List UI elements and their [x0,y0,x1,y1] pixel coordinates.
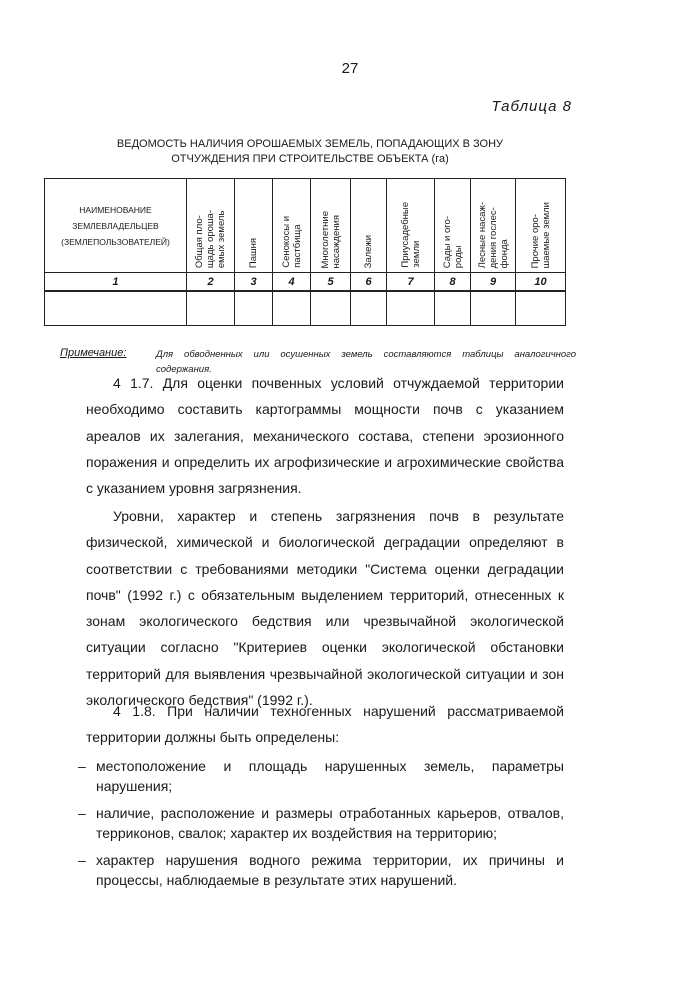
column-number: 1 [45,273,187,292]
header-line: Сенокосы и [280,216,292,268]
paragraph-4-1-8: 4 1.8. При наличии техногенных нарушений рассматриваемой территории должны быть определены: [86,703,564,746]
column-number: 2 [187,273,235,292]
header-household [387,179,435,273]
empty-data-row [45,291,566,326]
header-hayfields [273,179,311,273]
column-number: 5 [311,273,351,292]
table-cell [387,291,435,326]
column-number: 7 [387,273,435,292]
table-cell [187,291,235,326]
header-landowners [45,179,187,273]
header-line: роды [452,245,464,268]
header-other [516,179,566,273]
table-cell [471,291,516,326]
header-line: Залежи [363,234,374,268]
dash-bullet: – [78,805,86,821]
header-line: Общая пло- [194,215,205,268]
disturbance-list [78,756,564,897]
dash-bullet: – [78,758,86,774]
header-line: пастбища [291,224,303,268]
header-landowners-line: ЗЕМЛЕВЛАДЕЛЬЦЕВ [72,220,159,231]
paragraph-4-1-7: 4 1.7. Для оценки почвенных условий отчуждаемой территории необходимо составить картограммы мощности почв с указанием ареалов их залегания, механического состава, степени эрозионного поражения и определить их агрофизические и агрохимические свойства с указанием уровня загрязнения. [86,375,564,497]
header-line: щадь ороша- [205,209,216,268]
list-item-text: местоположение и площадь нарушенных земель, параметры нарушения; [96,758,564,794]
note-label: Примечание: [60,347,127,359]
list-item [78,803,564,843]
list-item [78,850,564,890]
header-fallow [351,179,387,273]
header-line: земли [410,241,422,268]
dash-bullet: – [78,852,86,868]
land-table [44,178,566,326]
header-landowners-line: НАИМЕНОВАНИЕ [79,204,152,215]
list-item-text: наличие, расположение и размеры отработанных карьеров, отвалов, терриконов, свалок; характер их воздействия на территорию; [96,805,564,841]
column-number: 10 [516,273,566,292]
column-number-row [45,273,566,292]
table-cell [45,291,187,326]
table-cell [351,291,387,326]
header-line: Пашня [248,237,259,268]
column-number: 3 [235,273,273,292]
column-number: 4 [273,273,311,292]
table-header-row [45,179,566,273]
header-line: Прочие оро- [529,213,541,268]
header-line: Многолетние [319,210,331,268]
table-label: Таблица 8 [491,98,572,115]
paragraph-soil-pollution: Уровни, характер и степень загрязнения почв в результате физической, химической и биологической деградации определяют в соответствии с требованиями методики "Система оценки деградации почв" (1992 г.) с обязательным выделением территорий, отнесенных к зонам экологического бедствия или чрезвычайной экологической ситуации согласно "Критериев оценки экологической обстановки территорий для выявления чрезвычайной экологической ситуации и зон экологического бедствия" (1992 г.). [86,508,564,709]
header-line: дения гослес- [487,206,499,268]
table-cell [516,291,566,326]
header-arable [235,179,273,273]
header-line: Приусадебные [399,202,411,268]
header-forest [471,179,516,273]
header-gardens [435,179,471,273]
header-line: Сады и ого- [441,215,453,268]
table-cell [273,291,311,326]
table-cell [435,291,471,326]
table-cell [235,291,273,326]
column-number: 9 [471,273,516,292]
header-perennial [311,179,351,273]
list-item-text: характер нарушения водного режима территории, их причины и процессы, наблюдаемые в результате этих нарушений. [96,852,564,888]
list-item [78,756,564,796]
table-title-line-1: ВЕДОМОСТЬ НАЛИЧИЯ ОРОШАЕМЫХ ЗЕМЕЛЬ, ПОПАДАЮЩИХ В ЗОНУ [116,138,504,150]
page-number: 27 [341,60,359,77]
column-number: 6 [351,273,387,292]
table-cell [311,291,351,326]
header-line: емых земель [216,210,227,268]
column-number: 8 [435,273,471,292]
header-line: шаемые земли [540,201,552,268]
header-line: Лесные насаж- [476,201,488,268]
header-line: насаждения [330,214,342,268]
header-landowners-line: (ЗЕМЛЕПОЛЬЗОВАТЕЛЕЙ) [61,236,170,247]
table-title-line-2: ОТЧУЖДЕНИЯ ПРИ СТРОИТЕЛЬСТВЕ ОБЪЕКТА (га) [171,153,449,165]
header-line: фонда [498,238,510,268]
header-total-area [187,179,235,273]
table-title [90,137,530,167]
note-text: Для обводненных или осушенных земель составляются таблицы аналогичного содержания. [156,349,576,375]
